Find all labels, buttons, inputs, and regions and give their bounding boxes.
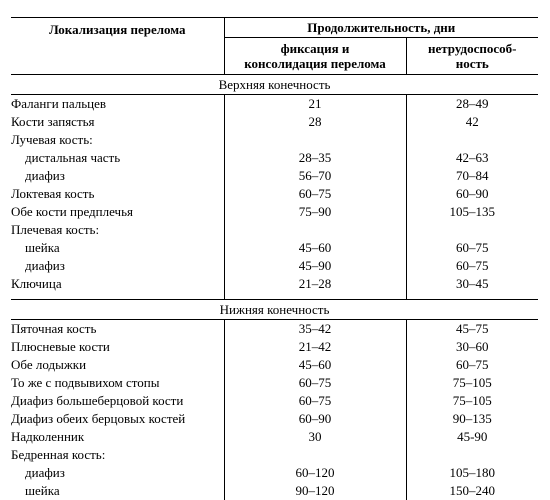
row-localization: Плечевая кость: — [11, 222, 100, 237]
row-fixation-days: 56–70 — [224, 167, 406, 185]
header-fixation — [224, 38, 406, 75]
header-fixation-text: фиксация и консолидация перелома — [244, 41, 386, 71]
row-fixation-days — [224, 131, 406, 149]
header-disability — [406, 38, 538, 75]
row-fixation-days: 28 — [224, 113, 406, 131]
row-disability-days: 42–63 — [406, 149, 538, 167]
row-fixation-days: 60–75 — [224, 392, 406, 410]
row-localization: шейка — [25, 483, 60, 498]
row-disability-days: 60–75 — [406, 356, 538, 374]
row-disability-days — [406, 131, 538, 149]
row-fixation-days: 45–60 — [224, 239, 406, 257]
table-row — [11, 275, 538, 293]
row-fixation-days — [224, 446, 406, 464]
header-disability-text: нетрудоспособ- ность — [428, 41, 517, 71]
row-fixation-days: 21 — [224, 95, 406, 114]
table-row — [11, 410, 538, 428]
row-localization: Локтевая кость — [11, 186, 95, 201]
row-disability-days: 75–105 — [406, 374, 538, 392]
section-header-row — [11, 75, 538, 95]
row-disability-days: 105–180 — [406, 464, 538, 482]
table-row — [11, 113, 538, 131]
row-localization: То же с подвывихом стопы — [11, 375, 160, 390]
table-row — [11, 131, 538, 149]
table-row — [11, 338, 538, 356]
table-row — [11, 392, 538, 410]
row-fixation-days: 21–28 — [224, 275, 406, 293]
table-row — [11, 428, 538, 446]
table-row — [11, 446, 538, 464]
row-localization: диафиз — [25, 465, 65, 480]
row-localization: диафиз — [25, 168, 65, 183]
row-localization: Ключица — [11, 276, 62, 291]
row-localization: Диафиз обеих берцовых костей — [11, 411, 186, 426]
table-row — [11, 167, 538, 185]
row-fixation-days: 60–75 — [224, 374, 406, 392]
row-localization: Фаланги пальцев — [11, 96, 107, 111]
row-disability-days: 45-90 — [406, 428, 538, 446]
header-localization: Локализация перелома — [11, 18, 224, 75]
row-disability-days: 60–75 — [406, 239, 538, 257]
row-localization: дистальная часть — [25, 150, 121, 165]
row-fixation-days: 45–60 — [224, 356, 406, 374]
table-body — [11, 75, 538, 500]
row-disability-days: 28–49 — [406, 95, 538, 114]
row-disability-days: 45–75 — [406, 320, 538, 339]
row-localization: Обе лодыжки — [11, 357, 87, 372]
row-disability-days: 105–135 — [406, 203, 538, 221]
fracture-duration-table — [11, 17, 538, 500]
row-fixation-days: 45–90 — [224, 257, 406, 275]
row-localization: Плюсневые кости — [11, 339, 110, 354]
row-disability-days: 150–240 — [406, 482, 538, 500]
row-localization: Обе кости предплечья — [11, 204, 133, 219]
row-localization: Бедренная кость: — [11, 447, 106, 462]
row-fixation-days: 60–90 — [224, 410, 406, 428]
row-localization: Пяточная кость — [11, 321, 97, 336]
row-disability-days: 42 — [406, 113, 538, 131]
row-fixation-days — [224, 221, 406, 239]
table-row — [11, 356, 538, 374]
row-localization: Лучевая кость: — [11, 132, 93, 147]
row-disability-days: 60–75 — [406, 257, 538, 275]
row-disability-days: 60–90 — [406, 185, 538, 203]
row-disability-days: 70–84 — [406, 167, 538, 185]
table-row — [11, 320, 538, 339]
table-row — [11, 149, 538, 167]
table-row — [11, 239, 538, 257]
row-fixation-days: 35–42 — [224, 320, 406, 339]
table-row — [11, 221, 538, 239]
section-header-row — [11, 300, 538, 320]
row-fixation-days: 28–35 — [224, 149, 406, 167]
table-row — [11, 95, 538, 114]
table-row — [11, 374, 538, 392]
table-row — [11, 185, 538, 203]
section-title: Верхняя конечность — [11, 75, 538, 95]
section-title: Нижняя конечность — [11, 300, 538, 320]
table-row — [11, 464, 538, 482]
table-header — [11, 18, 538, 75]
row-fixation-days: 60–75 — [224, 185, 406, 203]
table-row — [11, 257, 538, 275]
row-disability-days: 30–60 — [406, 338, 538, 356]
row-fixation-days: 75–90 — [224, 203, 406, 221]
row-localization: шейка — [25, 240, 60, 255]
row-localization: Надколенник — [11, 429, 85, 444]
row-localization: Кости запястья — [11, 114, 95, 129]
row-fixation-days: 90–120 — [224, 482, 406, 500]
table-row — [11, 482, 538, 500]
row-disability-days: 90–135 — [406, 410, 538, 428]
row-disability-days — [406, 221, 538, 239]
row-localization: диафиз — [25, 258, 65, 273]
row-disability-days: 30–45 — [406, 275, 538, 293]
row-disability-days — [406, 446, 538, 464]
row-fixation-days: 60–120 — [224, 464, 406, 482]
row-fixation-days: 30 — [224, 428, 406, 446]
header-duration: Продолжительность, дни — [224, 18, 538, 38]
row-localization: Диафиз большеберцовой кости — [11, 393, 184, 408]
row-disability-days: 75–105 — [406, 392, 538, 410]
table-row — [11, 203, 538, 221]
row-fixation-days: 21–42 — [224, 338, 406, 356]
